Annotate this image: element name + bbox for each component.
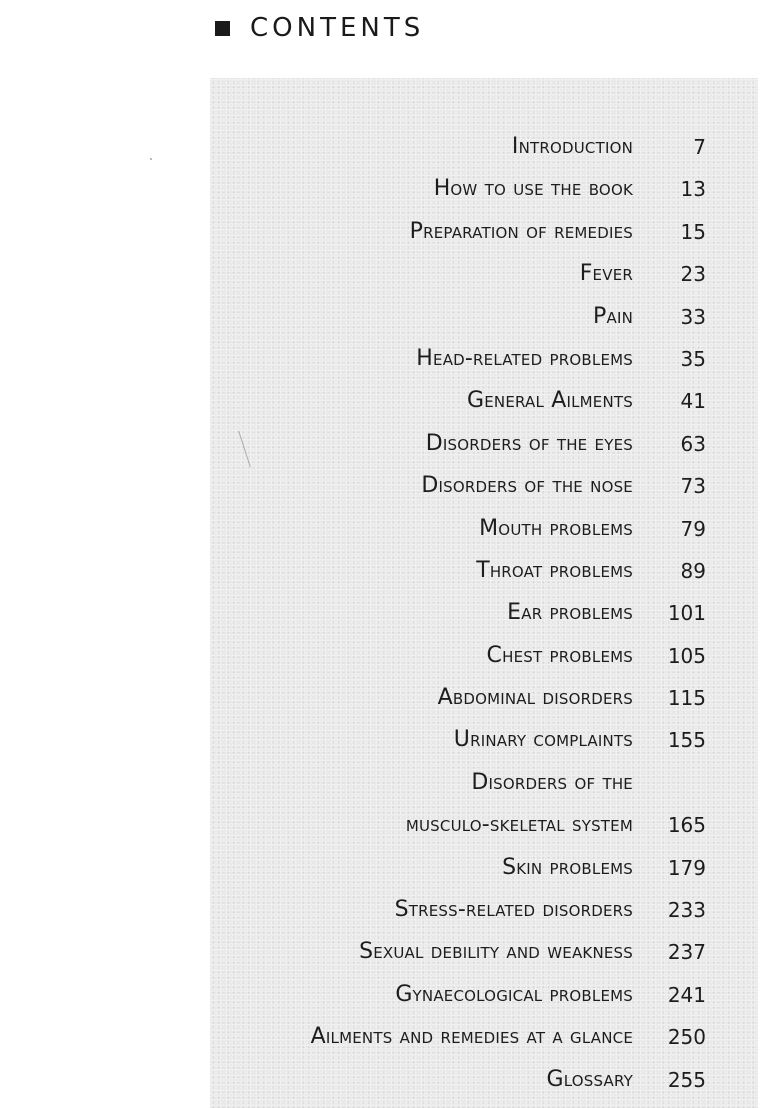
toc-entry[interactable] <box>0 168 780 210</box>
toc-entry-page: 23 <box>680 262 706 287</box>
toc-entry-page: 115 <box>667 686 706 711</box>
page-title: CONTENTS <box>250 13 425 43</box>
toc-entry-page: 179 <box>667 855 706 880</box>
toc-entry-continued[interactable] <box>0 762 780 804</box>
toc-entry-page: 73 <box>680 474 706 499</box>
toc-entry-title: Introduction <box>511 134 633 159</box>
square-bullet-icon <box>215 21 230 36</box>
toc-entry[interactable] <box>0 677 780 719</box>
toc-entry-title: Abdominal disorders <box>437 685 633 711</box>
toc-entry-page: 255 <box>667 1067 706 1092</box>
toc-entry[interactable] <box>0 423 780 465</box>
toc-entry[interactable] <box>0 847 780 889</box>
toc-entry-title: musculo-skeletal system <box>405 812 633 838</box>
toc-entry-title: Fever <box>579 261 633 287</box>
toc-entry[interactable] <box>0 211 780 253</box>
toc-entry-title: Disorders of the nose <box>421 473 633 499</box>
toc-entry-title: Head-related problems <box>416 345 633 371</box>
toc-entry-title: Ailments and remedies at a glance <box>310 1024 633 1050</box>
toc-entry[interactable] <box>0 1059 780 1101</box>
toc-entry-title: Glossary <box>546 1066 633 1092</box>
toc-entry-title: Chest problems <box>486 642 633 668</box>
toc-entry-page: 237 <box>667 940 706 965</box>
toc-entry-title: General Ailments <box>466 388 633 414</box>
toc-entry[interactable] <box>0 1016 780 1058</box>
toc-entry[interactable] <box>0 889 780 931</box>
toc-entry-title: Skin problems <box>502 854 633 880</box>
toc-entry-page: 41 <box>680 389 706 414</box>
toc-entry-page: 101 <box>667 601 706 626</box>
toc-entry[interactable] <box>0 253 780 295</box>
toc-entry-page: 63 <box>680 431 706 456</box>
toc-entry[interactable] <box>0 719 780 761</box>
toc-entry[interactable] <box>0 338 780 380</box>
toc-entry-title: Gynaecological problems <box>395 981 633 1007</box>
toc-entry[interactable] <box>0 635 780 677</box>
toc-entry[interactable] <box>0 508 780 550</box>
toc-entry-page: 33 <box>680 304 706 329</box>
toc-entry[interactable] <box>0 974 780 1016</box>
toc-entry-page: 105 <box>667 643 706 668</box>
toc-entry[interactable] <box>0 126 780 168</box>
toc-entry[interactable] <box>0 592 780 634</box>
toc-entry-title: Disorders of the eyes <box>425 430 633 456</box>
toc-entry-page: 79 <box>680 516 706 541</box>
toc-entry[interactable] <box>0 296 780 338</box>
toc-entry[interactable] <box>0 380 780 422</box>
toc-entry-title: Disorders of the <box>471 769 633 795</box>
toc-entry-page: 233 <box>667 898 706 923</box>
contents-heading <box>215 8 424 48</box>
toc-entry-page: 165 <box>667 813 706 838</box>
toc-entry-title: How to use the book <box>433 176 633 202</box>
toc-entry-page: 250 <box>667 1025 706 1050</box>
toc-entry-page: 7 <box>693 135 706 159</box>
toc-entry[interactable] <box>0 465 780 507</box>
toc-entry[interactable] <box>0 931 780 973</box>
toc-entry-title: Stress-related disorders <box>394 897 633 923</box>
toc-entry-page: 89 <box>680 558 706 583</box>
table-of-contents <box>0 126 780 1101</box>
toc-entry-title: Pain <box>593 303 633 329</box>
toc-entry-page: 35 <box>680 346 706 371</box>
toc-entry[interactable] <box>0 804 780 846</box>
toc-entry-title: Mouth problems <box>479 515 633 541</box>
toc-entry-title: Preparation of remedies <box>409 218 633 244</box>
toc-entry-page: 155 <box>667 728 706 753</box>
toc-entry-page: 15 <box>680 219 706 244</box>
toc-entry-page: 13 <box>680 177 706 202</box>
toc-entry-title: Ear problems <box>507 600 633 626</box>
toc-entry-page: 241 <box>667 982 706 1007</box>
toc-entry-title: Urinary complaints <box>453 727 633 753</box>
toc-entry[interactable] <box>0 550 780 592</box>
toc-entry-title: Throat problems <box>476 557 633 583</box>
toc-entry-title: Sexual debility and weakness <box>359 939 633 965</box>
